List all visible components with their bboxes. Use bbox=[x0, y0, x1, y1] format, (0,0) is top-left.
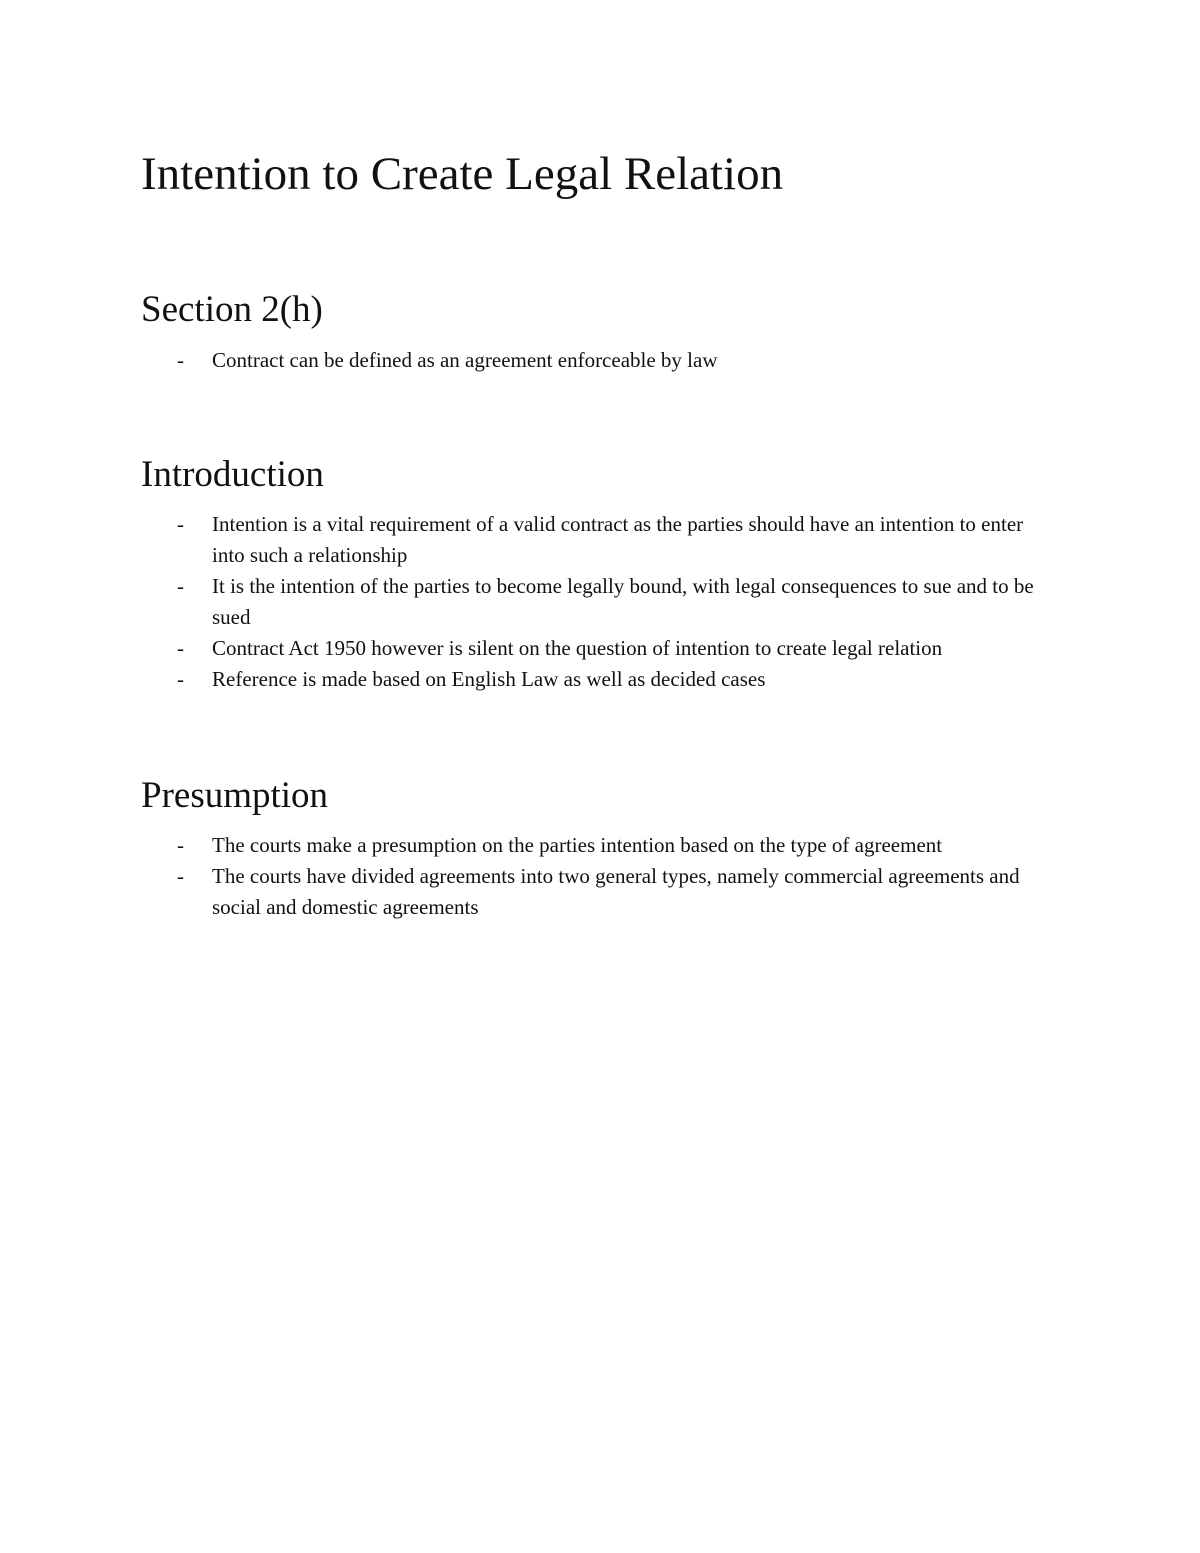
bullet-dash: - bbox=[177, 512, 184, 536]
bullet-dash: - bbox=[177, 636, 184, 660]
bullet-dash: - bbox=[177, 574, 184, 598]
list-item bbox=[141, 345, 1061, 376]
bullet-dash: - bbox=[177, 833, 184, 857]
list-item bbox=[141, 633, 1061, 664]
bullet-dash: - bbox=[177, 667, 184, 691]
section-heading: Section 2(h) bbox=[141, 289, 323, 330]
list-item-text: The courts make a presumption on the parties intention based on the type of agreement bbox=[212, 833, 943, 857]
section-heading: Presumption bbox=[141, 775, 329, 816]
bullet-list bbox=[141, 509, 1061, 695]
list-item-text: Contract can be defined as an agreement enforceable by law bbox=[212, 348, 718, 372]
list-item-text: Reference is made based on English Law as well as decided cases bbox=[212, 667, 766, 691]
list-item-text: It is the intention of the parties to become legally bound, with legal consequences to sue and to be sued bbox=[212, 574, 1034, 629]
bullet-list bbox=[141, 345, 1061, 376]
list-item bbox=[141, 509, 1061, 571]
list-item-text: Contract Act 1950 however is silent on the question of intention to create legal relation bbox=[212, 636, 943, 660]
section-2h bbox=[141, 288, 1061, 376]
list-item bbox=[141, 861, 1061, 923]
document-title: Intention to Create Legal Relation bbox=[141, 148, 784, 200]
bullet-dash: - bbox=[177, 864, 184, 888]
section-introduction bbox=[141, 453, 1061, 695]
bullet-list bbox=[141, 830, 1061, 923]
list-item bbox=[141, 830, 1061, 861]
list-item bbox=[141, 571, 1061, 633]
bullet-dash: - bbox=[177, 348, 184, 372]
section-heading: Introduction bbox=[141, 454, 324, 495]
list-item-text: The courts have divided agreements into two general types, namely commercial agreements and social and domestic agreements bbox=[212, 864, 1020, 919]
list-item bbox=[141, 664, 1061, 695]
section-presumption bbox=[141, 774, 1061, 923]
list-item-text: Intention is a vital requirement of a valid contract as the parties should have an intention to enter into such a relationship bbox=[212, 512, 1024, 567]
